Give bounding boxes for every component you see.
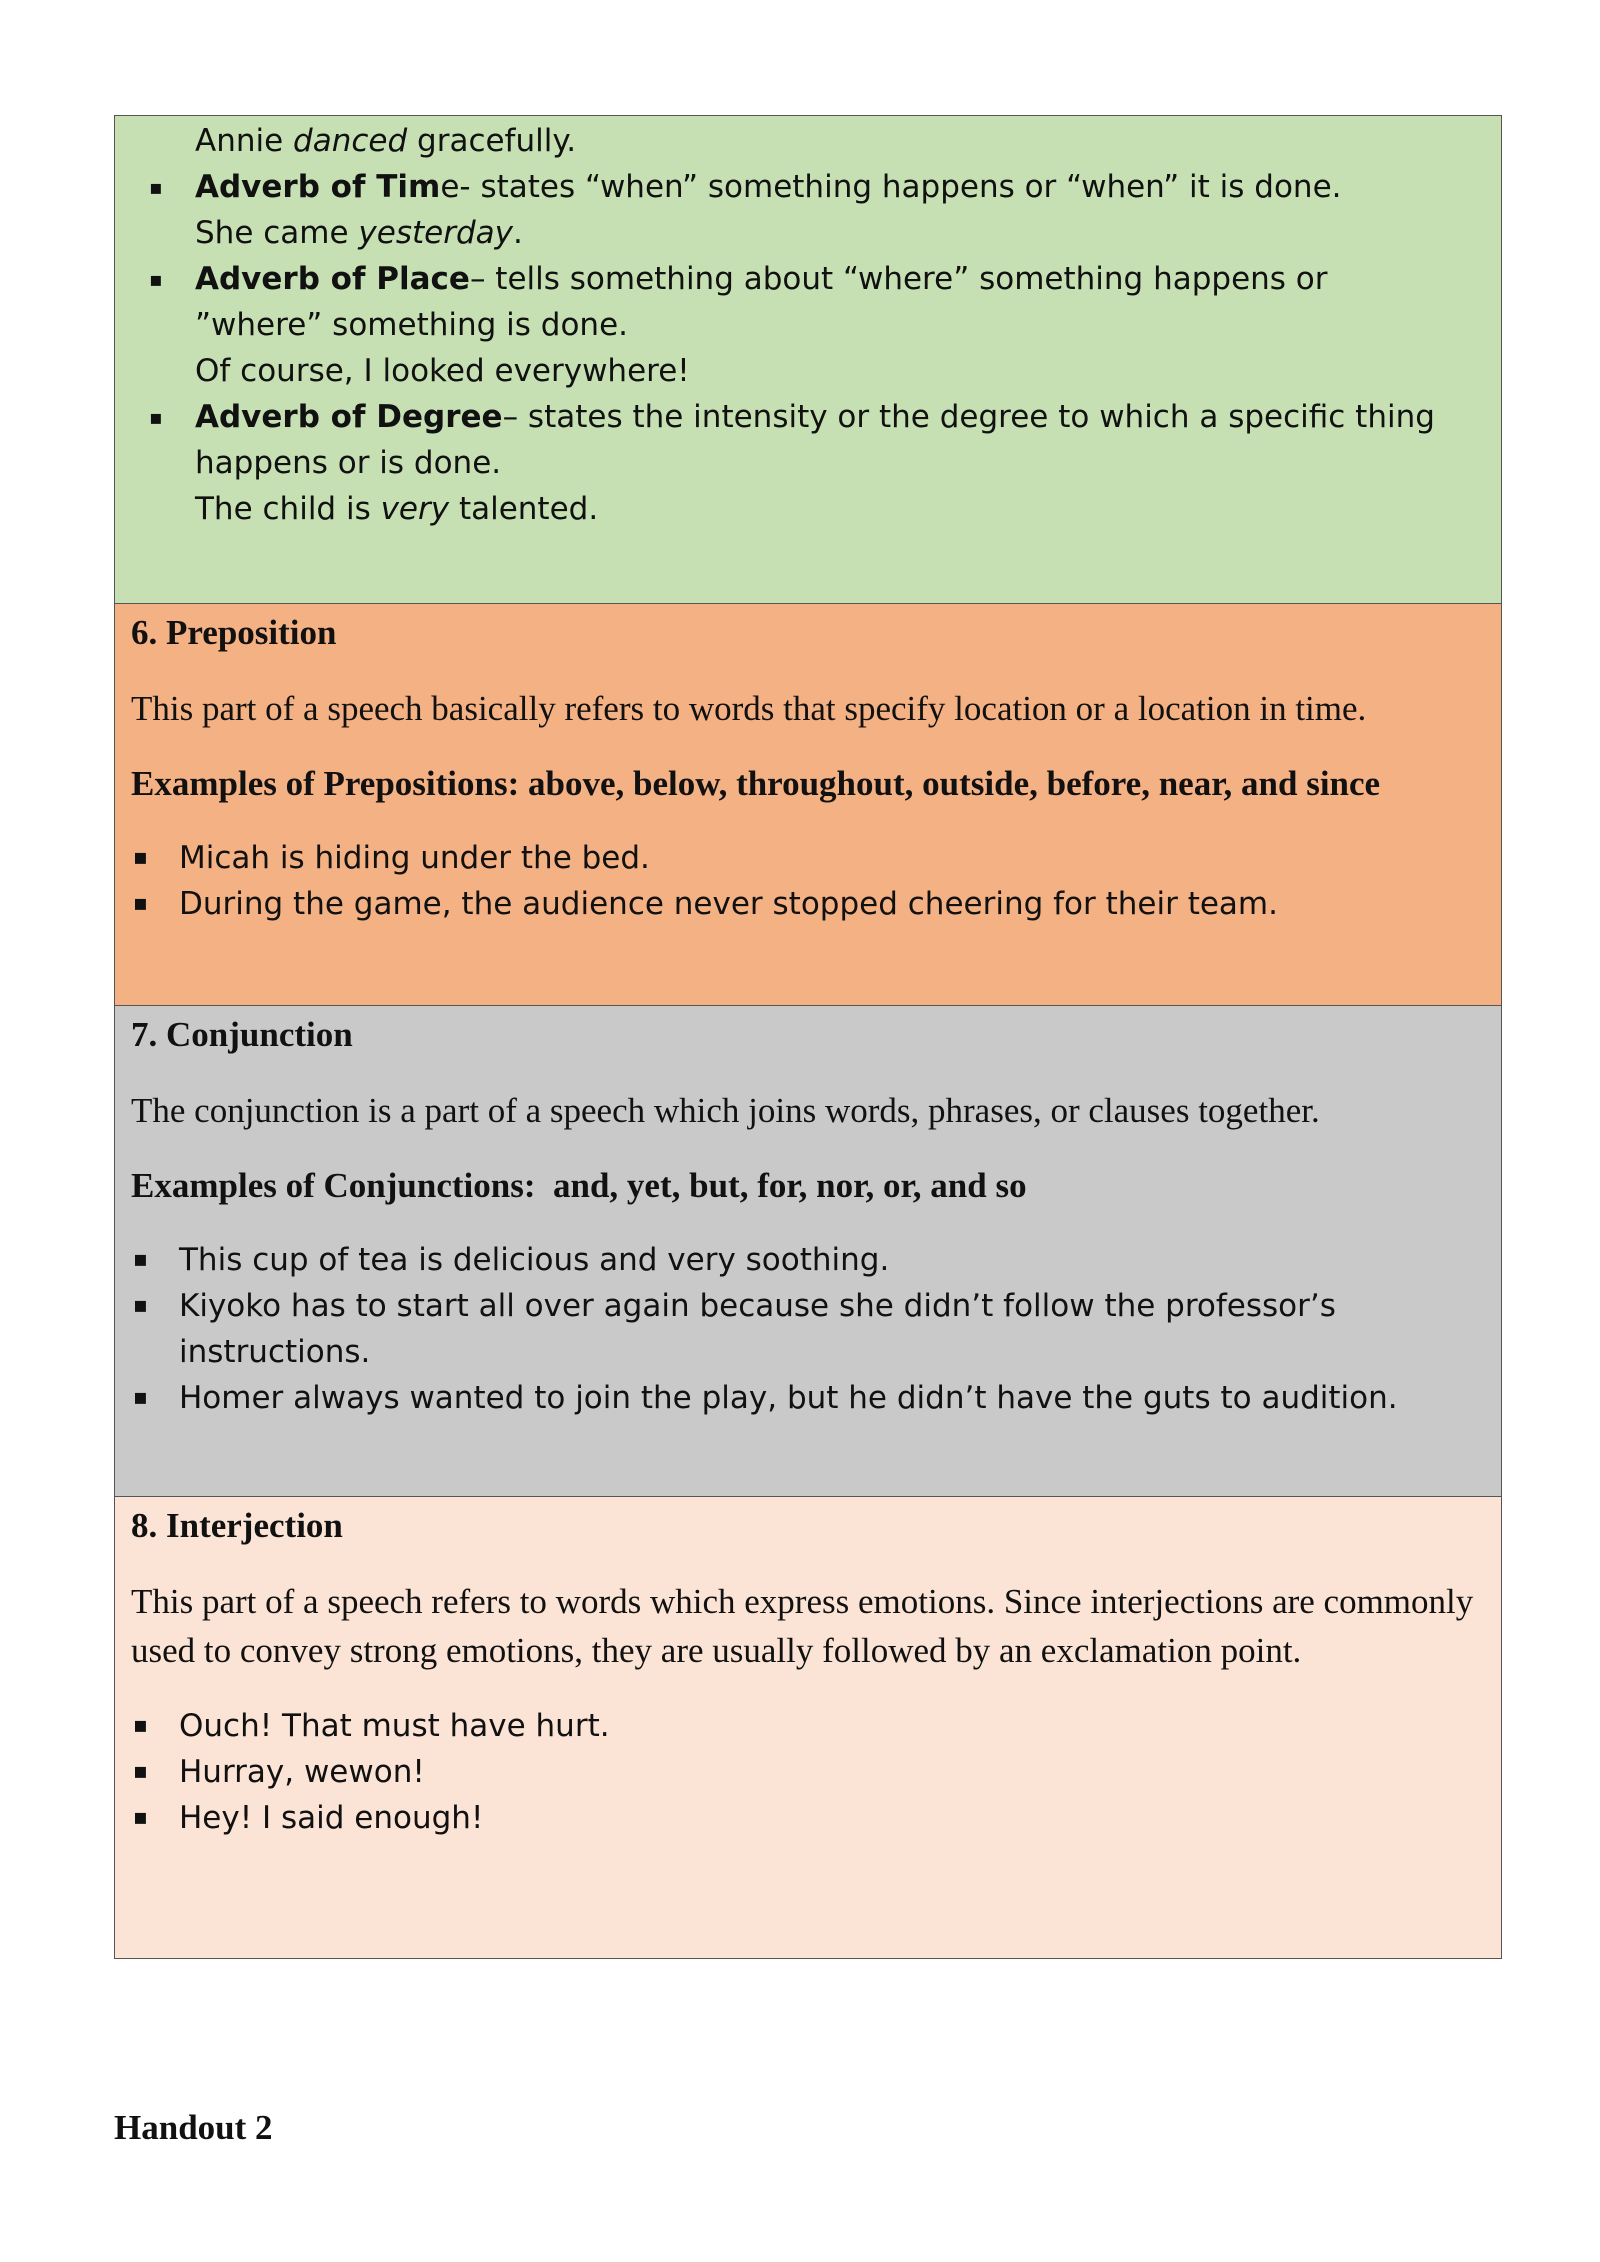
conjunction-heading: 7. Conjunction	[131, 1015, 353, 1054]
handout-label: Handout 2	[114, 2108, 273, 2147]
bullet-icon: ▪	[133, 1247, 148, 1272]
adverb-place-desc: – tells something about “where” something happens or ”where” something is done.	[195, 261, 1328, 343]
list-item: ▪ Hey! I said enough!	[131, 1795, 1481, 1841]
adverb-place-example: Of course, I looked everywhere!	[195, 353, 690, 389]
bullet-icon: ▪	[133, 1713, 148, 1738]
adverb-time-term: Adverb of Tim	[195, 169, 441, 205]
adverb-section	[115, 116, 1501, 603]
adverb-degree-term: Adverb of Degree	[195, 399, 503, 435]
bullet-icon: ▪	[133, 891, 148, 916]
preposition-examples-list	[131, 835, 1481, 927]
adverb-types-list	[115, 118, 1501, 532]
preposition-heading: 6. Preposition	[131, 613, 337, 652]
interjection-examples-list	[131, 1703, 1481, 1841]
bullet-icon: ▪	[149, 175, 163, 199]
conjunction-examples-label: Examples of Conjunctions: and, yet, but, for, nor, or, and so	[131, 1166, 1027, 1205]
interjection-heading: 8. Interjection	[131, 1506, 343, 1545]
list-item: ▪ Micah is hiding under the bed.	[131, 835, 1481, 881]
adverb-degree-example: The child is very talented.	[195, 491, 599, 527]
interjection-definition: This part of a speech refers to words which express emotions. Since interjections are commonly used to convey strong emotions, they are usually followed by an exclamation point.	[131, 1582, 1474, 1670]
list-item: ▪ Kiyoko has to start all over again because she didn’t follow the professor’s instructions.	[131, 1283, 1481, 1375]
adverb-degree-item	[115, 394, 1501, 532]
bullet-icon: ▪	[133, 1805, 148, 1830]
adverb-manner-example: Annie danced gracefully.	[195, 123, 577, 159]
bullet-icon: ▪	[133, 1759, 148, 1784]
preposition-examples-label: Examples of Prepositions: above, below, throughout, outside, before, near, and since	[131, 764, 1381, 803]
conjunction-examples-list	[131, 1237, 1481, 1421]
parts-of-speech-table	[114, 115, 1502, 1959]
list-item: ▪ Hurray, wewon!	[131, 1749, 1481, 1795]
adverb-time-desc: e- states “when” something happens or “when” it is done.	[440, 169, 1342, 205]
adverb-place-item	[115, 256, 1501, 394]
list-item: ▪ This cup of tea is delicious and very soothing.	[131, 1237, 1481, 1283]
adverb-time-item	[115, 164, 1501, 256]
preposition-section	[115, 603, 1501, 1005]
bullet-icon: ▪	[133, 845, 148, 870]
bullet-icon: ▪	[133, 1385, 148, 1410]
bullet-icon: ▪	[149, 405, 163, 429]
conjunction-section	[115, 1005, 1501, 1496]
preposition-definition: This part of a speech basically refers to words that specify location or a location in time.	[131, 689, 1367, 728]
conjunction-definition: The conjunction is a part of a speech which joins words, phrases, or clauses together.	[131, 1091, 1320, 1130]
list-item: ▪ During the game, the audience never stopped cheering for their team.	[131, 881, 1481, 927]
interjection-section	[115, 1496, 1501, 1958]
adverb-place-term: Adverb of Place	[195, 261, 470, 297]
adverb-degree-desc: – states the intensity or the degree to which a specific thing happens or is done.	[195, 399, 1435, 481]
list-item: ▪ Ouch! That must have hurt.	[131, 1703, 1481, 1749]
bullet-icon: ▪	[133, 1293, 148, 1318]
list-item: ▪ Homer always wanted to join the play, but he didn’t have the guts to audition.	[131, 1375, 1481, 1421]
bullet-icon: ▪	[149, 267, 163, 291]
adverb-time-example: She came yesterday.	[195, 215, 523, 251]
